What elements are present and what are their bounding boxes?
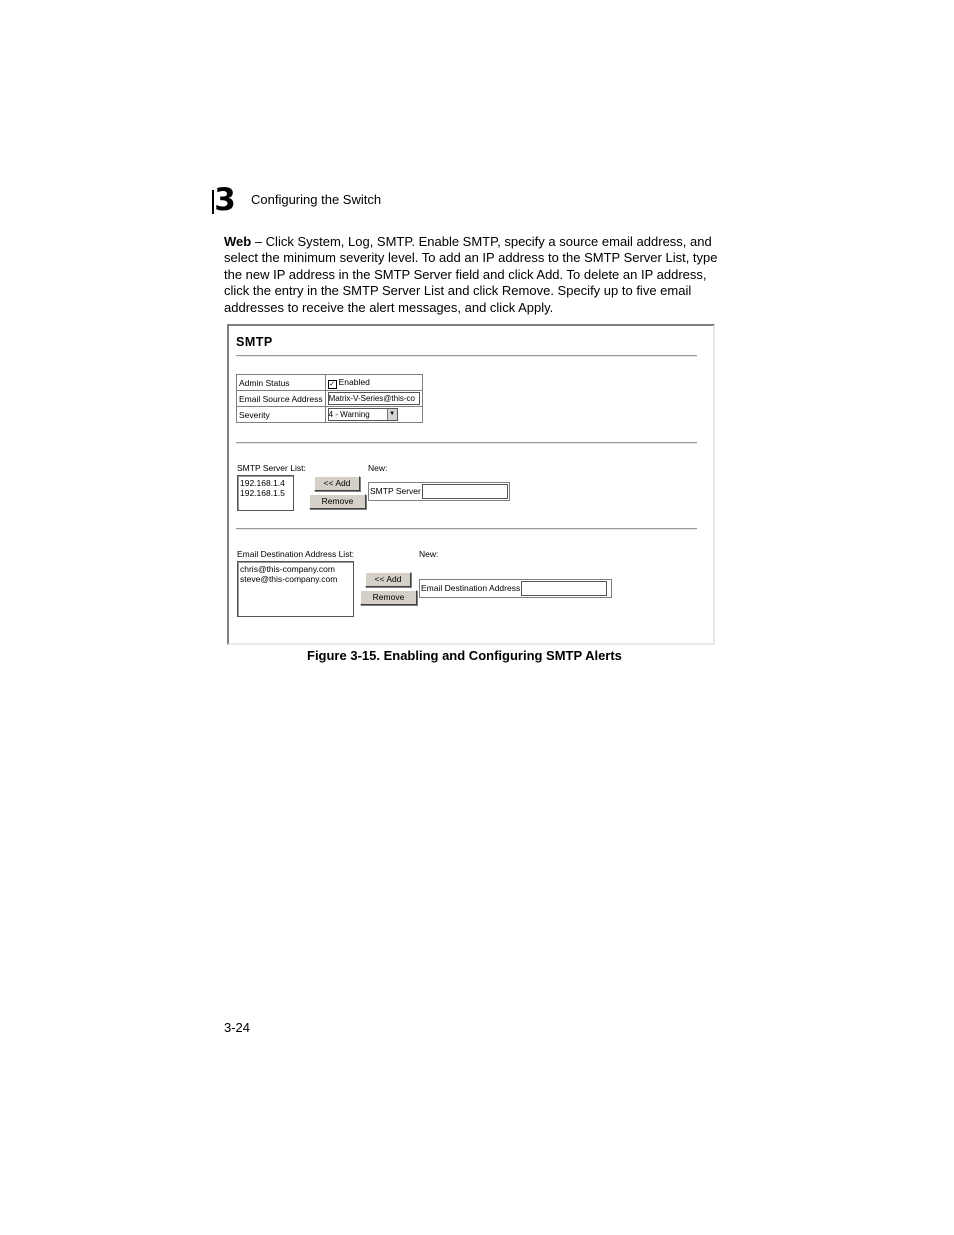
email-add-button[interactable]: << Add (365, 572, 411, 587)
email-destination-list-label: Email Destination Address List: (237, 549, 355, 559)
smtp-remove-button[interactable]: Remove (309, 494, 366, 509)
smtp-server-field-row (368, 482, 510, 501)
email-destination-field-label: Email Destination Address (421, 583, 521, 593)
smtp-server-list-label: SMTP Server List: (237, 463, 306, 473)
smtp-server-input[interactable] (422, 484, 508, 499)
email-source-label: Email Source Address (237, 391, 326, 407)
smtp-server-field-label: SMTP Server (370, 486, 421, 496)
email-remove-button[interactable]: Remove (360, 590, 417, 605)
table-row (237, 391, 423, 407)
smtp-new-label: New: (368, 463, 388, 473)
instruction-paragraph (224, 234, 719, 316)
figure-caption: Figure 3-15. Enabling and Configuring SMTP Alerts (307, 648, 622, 663)
severity-select[interactable] (328, 408, 398, 421)
list-item[interactable]: 192.168.1.4 (240, 478, 285, 488)
table-row (237, 407, 423, 423)
email-source-input[interactable]: Matrix-V-Series@this-co (328, 392, 420, 405)
admin-status-value: Enabled (338, 376, 370, 387)
admin-status-checkbox[interactable]: ✓ (329, 380, 336, 388)
email-destination-list[interactable] (237, 561, 354, 617)
smtp-add-button[interactable]: << Add (314, 476, 360, 491)
admin-status-label: Admin Status (237, 375, 326, 391)
smtp-settings-table (236, 374, 423, 423)
section-divider (236, 528, 697, 530)
instruction-text: – Click System, Log, SMTP. Enable SMTP, specify a source email address, and select the minimum severity level. To add an IP address to the SMTP Server List, type the new IP address in the SMTP Server field and click Add. To delete an IP address, click the entry in the SMTP Server List and click Remove. Specify up to five email addresses to receive the alert messages, and click Apply. (224, 234, 718, 315)
email-destination-input[interactable] (521, 581, 607, 596)
email-destination-field-row (419, 579, 612, 598)
page-number: 3-24 (224, 1020, 251, 1035)
dropdown-arrow-icon[interactable]: ▼ (387, 409, 397, 420)
severity-cell (325, 407, 422, 423)
severity-value: 4 - Warning (328, 410, 370, 419)
list-item[interactable]: chris@this-company.com (240, 564, 335, 574)
chapter-title: Configuring the Switch (251, 192, 382, 207)
smtp-server-list[interactable] (237, 475, 294, 511)
email-source-cell (325, 391, 422, 407)
title-divider (236, 355, 697, 357)
table-row (237, 375, 423, 391)
smtp-title: SMTP (236, 335, 273, 349)
list-item[interactable]: 192.168.1.5 (240, 488, 285, 498)
list-item[interactable]: steve@this-company.com (240, 574, 338, 584)
admin-status-cell (325, 375, 422, 391)
email-new-label: New: (419, 549, 439, 559)
section-divider (236, 442, 697, 444)
web-lead: Web (224, 234, 252, 249)
chapter-number: 3 (214, 182, 236, 218)
severity-label: Severity (237, 407, 326, 423)
